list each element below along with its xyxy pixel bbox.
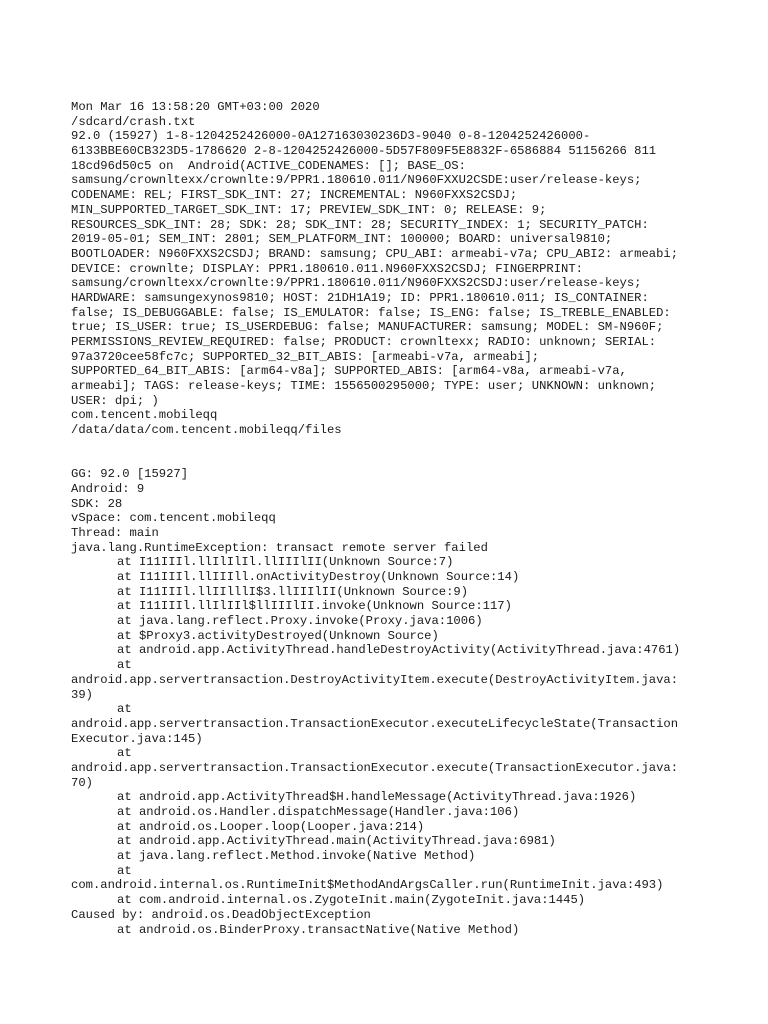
log-line: CODENAME: REL; FIRST_SDK_INT: 27; INCREMENTAL: N960FXXS2CSDJ; [71, 188, 518, 203]
log-line: at android.os.BinderProxy.transactNative(Native Method) [117, 922, 520, 937]
log-line: Mon Mar 16 13:58:20 GMT+03:00 2020 [71, 100, 320, 114]
log-line: 70) [71, 775, 93, 790]
log-line: false; IS_DEBUGGABLE: false; IS_EMULATOR: false; IS_ENG: false; IS_TREBLE_ENABLED: [71, 305, 671, 320]
log-line: /sdcard/crash.txt [71, 114, 196, 129]
log-line: at I11IIIl.llIIlllI$3.llIIIlII(Unknown Source:9) [117, 584, 469, 599]
log-line: 97a3720cee58fc7c; SUPPORTED_32_BIT_ABIS: [armeabi-v7a, armeabi]; [71, 349, 540, 364]
log-line: at android.os.Looper.loop(Looper.java:214) [117, 819, 425, 834]
log-line: armeabi]; TAGS: release-keys; TIME: 1556500295000; TYPE: user; UNKNOWN: unknown; [71, 379, 657, 394]
log-line: samsung/crownltexx/crownlte:9/PPR1.180610.011/N960FXXU2CSDE:user/release-keys; [71, 173, 642, 188]
log-line: Thread: main [71, 525, 159, 540]
log-line: at android.app.ActivityThread.handleDestroyActivity(ActivityThread.java:4761) [117, 643, 681, 658]
log-line: 92.0 (15927) 1-8-1204252426000-0A127163030236D3-9040 0-8-1204252426000- [71, 129, 591, 144]
log-line: 39) [71, 687, 93, 702]
log-line: android.app.servertransaction.DestroyActivityItem.execute(DestroyActivityItem.java: [71, 672, 679, 687]
log-line: GG: 92.0 [15927] [71, 467, 189, 482]
log-line: Caused by: android.os.DeadObjectException [71, 907, 371, 922]
blank-line [71, 438, 751, 453]
log-line: SUPPORTED_64_BIT_ABIS: [arm64-v8a]; SUPPORTED_ABIS: [arm64-v8a, armeabi-v7a, [71, 364, 627, 379]
log-line: at android.app.ActivityThread$H.handleMessage(ActivityThread.java:1926) [117, 790, 637, 805]
log-line: java.lang.RuntimeException: transact remote server failed [71, 540, 488, 555]
log-line: com.android.internal.os.RuntimeInit$MethodAndArgsCaller.run(RuntimeInit.java:493) [71, 878, 664, 893]
log-line: android.app.servertransaction.TransactionExecutor.execute(TransactionExecutor.java: [71, 760, 679, 775]
log-line: at [117, 702, 132, 717]
log-line: true; IS_USER: true; IS_USERDEBUG: false; MANUFACTURER: samsung; MODEL: SM-N960F; [71, 320, 664, 335]
log-line: android.app.servertransaction.TransactionExecutor.executeLifecycleState(Transaction [71, 716, 679, 731]
log-line: at java.lang.reflect.Method.invoke(Native Method) [117, 849, 476, 864]
log-line: RESOURCES_SDK_INT: 28; SDK: 28; SDK_INT: 28; SECURITY_INDEX: 1; SECURITY_PATCH: [71, 217, 649, 232]
log-line: SDK: 28 [71, 496, 123, 511]
log-line: at [117, 863, 132, 878]
log-line: MIN_SUPPORTED_TARGET_SDK_INT: 17; PREVIEW_SDK_INT: 0; RELEASE: 9; [71, 202, 547, 217]
log-line: at android.os.Handler.dispatchMessage(Handler.java:106) [117, 805, 520, 819]
log-line: at [117, 658, 132, 673]
log-line: vSpace: com.tencent.mobileqq [71, 511, 276, 526]
crash-log-document [71, 100, 751, 937]
log-line: at I11IIIl.llIlIIl$llIIIlII.invoke(Unknown Source:117) [117, 599, 512, 614]
log-line: samsung/crownltexx/crownlte:9/PPR1.180610.011/N960FXXS2CSDJ:user/release-keys; [71, 276, 642, 291]
log-line: at com.android.internal.os.ZygoteInit.main(ZygoteInit.java:1445) [117, 893, 586, 908]
log-line: at java.lang.reflect.Proxy.invoke(Proxy.java:1006) [117, 614, 483, 629]
log-line: /data/data/com.tencent.mobileqq/files [71, 423, 342, 438]
log-line: at I11IIIl.llIIIll.onActivityDestroy(Unknown Source:14) [117, 570, 520, 584]
log-line: 6133BBE60CB323D5-1786620 2-8-1204252426000-5D57F809F5E8832F-6586884 51156266 811 [71, 144, 657, 159]
log-line: 18cd96d50c5 on Android(ACTIVE_CODENAMES: []; BASE_OS: [71, 158, 466, 173]
log-line: USER: dpi; ) [71, 393, 159, 408]
log-line: Android: 9 [71, 481, 145, 496]
blank-line [71, 453, 751, 468]
log-line: 2019-05-01; SEM_INT: 2801; SEM_PLATFORM_INT: 100000; BOARD: universal9810; [71, 232, 613, 247]
log-line: at $Proxy3.activityDestroyed(Unknown Source) [117, 628, 439, 643]
log-line: at [117, 746, 132, 761]
log-line: DEVICE: crownlte; DISPLAY: PPR1.180610.011.N960FXXS2CSDJ; FINGERPRINT: [71, 261, 583, 276]
log-line: com.tencent.mobileqq [71, 408, 218, 423]
log-line: HARDWARE: samsungexynos9810; HOST: 21DH1A19; ID: PPR1.180610.011; IS_CONTAINER: [71, 290, 649, 305]
log-line: at I11IIIl.llIlIlIl.llIIIlII(Unknown Source:7) [117, 555, 454, 570]
log-line: at android.app.ActivityThread.main(ActivityThread.java:6981) [117, 834, 556, 849]
log-line: Executor.java:145) [71, 731, 203, 746]
log-line: PERMISSIONS_REVIEW_REQUIRED: false; PRODUCT: crownltexx; RADIO: unknown; SERIAL: [71, 335, 657, 349]
log-line: BOOTLOADER: N960FXXS2CSDJ; BRAND: samsung; CPU_ABI: armeabi-v7a; CPU_ABI2: armeabi; [71, 246, 679, 261]
